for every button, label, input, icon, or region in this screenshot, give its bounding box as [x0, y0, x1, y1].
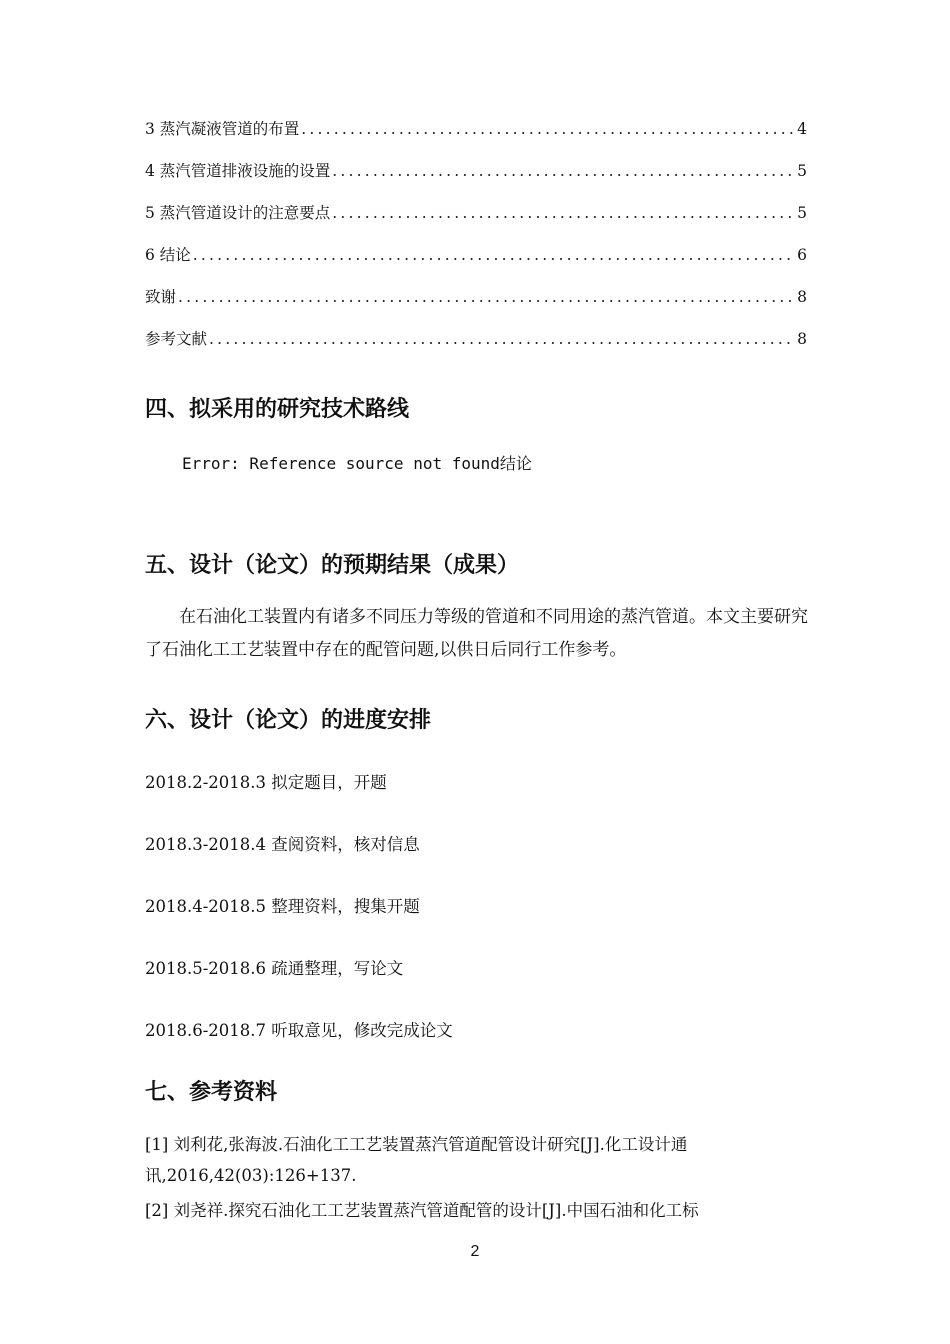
toc-leader-dots	[332, 162, 795, 180]
reference-item: [2] 刘尧祥.探究石油化工工艺装置蒸汽管道配管的设计[J].中国石油和化工标	[145, 1201, 699, 1220]
section-heading-expected-results: 五、设计（论文）的预期结果（成果）	[145, 553, 520, 578]
section-heading-research-route: 四、拟采用的研究技术路线	[145, 397, 410, 422]
schedule-item: 2018.5-2018.6 疏通整理，写论文	[145, 959, 404, 978]
reference-item: [1] 刘利花,张海波.石油化工工艺装置蒸汽管道配管设计研究[J].化工设计通讯,2016,42(03):126+137.	[145, 1135, 688, 1185]
toc-leader-dots	[178, 288, 795, 306]
expected-results-paragraph	[145, 601, 809, 667]
section-heading-references: 七、参考资料	[145, 1080, 278, 1105]
toc-entry-label: 6 结论	[145, 246, 191, 264]
toc-page-number: 8	[797, 330, 807, 348]
toc-entry[interactable]	[145, 201, 807, 225]
toc-entry[interactable]	[145, 117, 807, 141]
toc-entry[interactable]	[145, 327, 807, 351]
schedule-item: 2018.4-2018.5 整理资料，搜集开题	[145, 897, 420, 916]
reference-error-suffix: 结论	[499, 454, 532, 473]
schedule-item: 2018.2-2018.3 拟定题目，开题	[145, 773, 387, 792]
toc-page-number: 5	[797, 204, 807, 222]
toc-entry-label: 致谢	[145, 288, 177, 306]
schedule-item: 2018.6-2018.7 听取意见，修改完成论文	[145, 1021, 453, 1040]
expected-results-text: 在石油化工装置内有诸多不同压力等级的管道和不同用途的蒸汽管道。本文主要研究了石油化工工艺装置中存在的配管问题,以供日后同行工作参考。	[145, 607, 808, 660]
toc-page-number: 8	[797, 288, 807, 306]
toc-leader-dots	[193, 246, 795, 264]
toc-entry[interactable]	[145, 285, 807, 309]
toc-page-number: 5	[797, 162, 807, 180]
toc-leader-dots	[332, 204, 795, 222]
reference-error-text: Error: Reference source not found	[182, 454, 500, 473]
toc-entry-label: 4 蒸汽管道排液设施的设置	[145, 162, 331, 180]
toc-leader-dots	[301, 120, 795, 138]
toc-entry[interactable]	[145, 243, 807, 267]
page-number: 2	[470, 1243, 480, 1260]
reference-error-line	[182, 451, 532, 474]
toc-leader-dots	[209, 330, 795, 348]
toc-entry-label: 参考文献	[145, 330, 208, 348]
toc-page-number: 4	[797, 120, 807, 138]
schedule-item: 2018.3-2018.4 查阅资料，核对信息	[145, 835, 420, 854]
toc-entry[interactable]	[145, 159, 807, 183]
toc-entry-label: 3 蒸汽凝液管道的布置	[145, 120, 300, 138]
toc-page-number: 6	[797, 246, 807, 264]
toc-entry-label: 5 蒸汽管道设计的注意要点	[145, 204, 331, 222]
section-heading-schedule: 六、设计（论文）的进度安排	[145, 708, 432, 733]
